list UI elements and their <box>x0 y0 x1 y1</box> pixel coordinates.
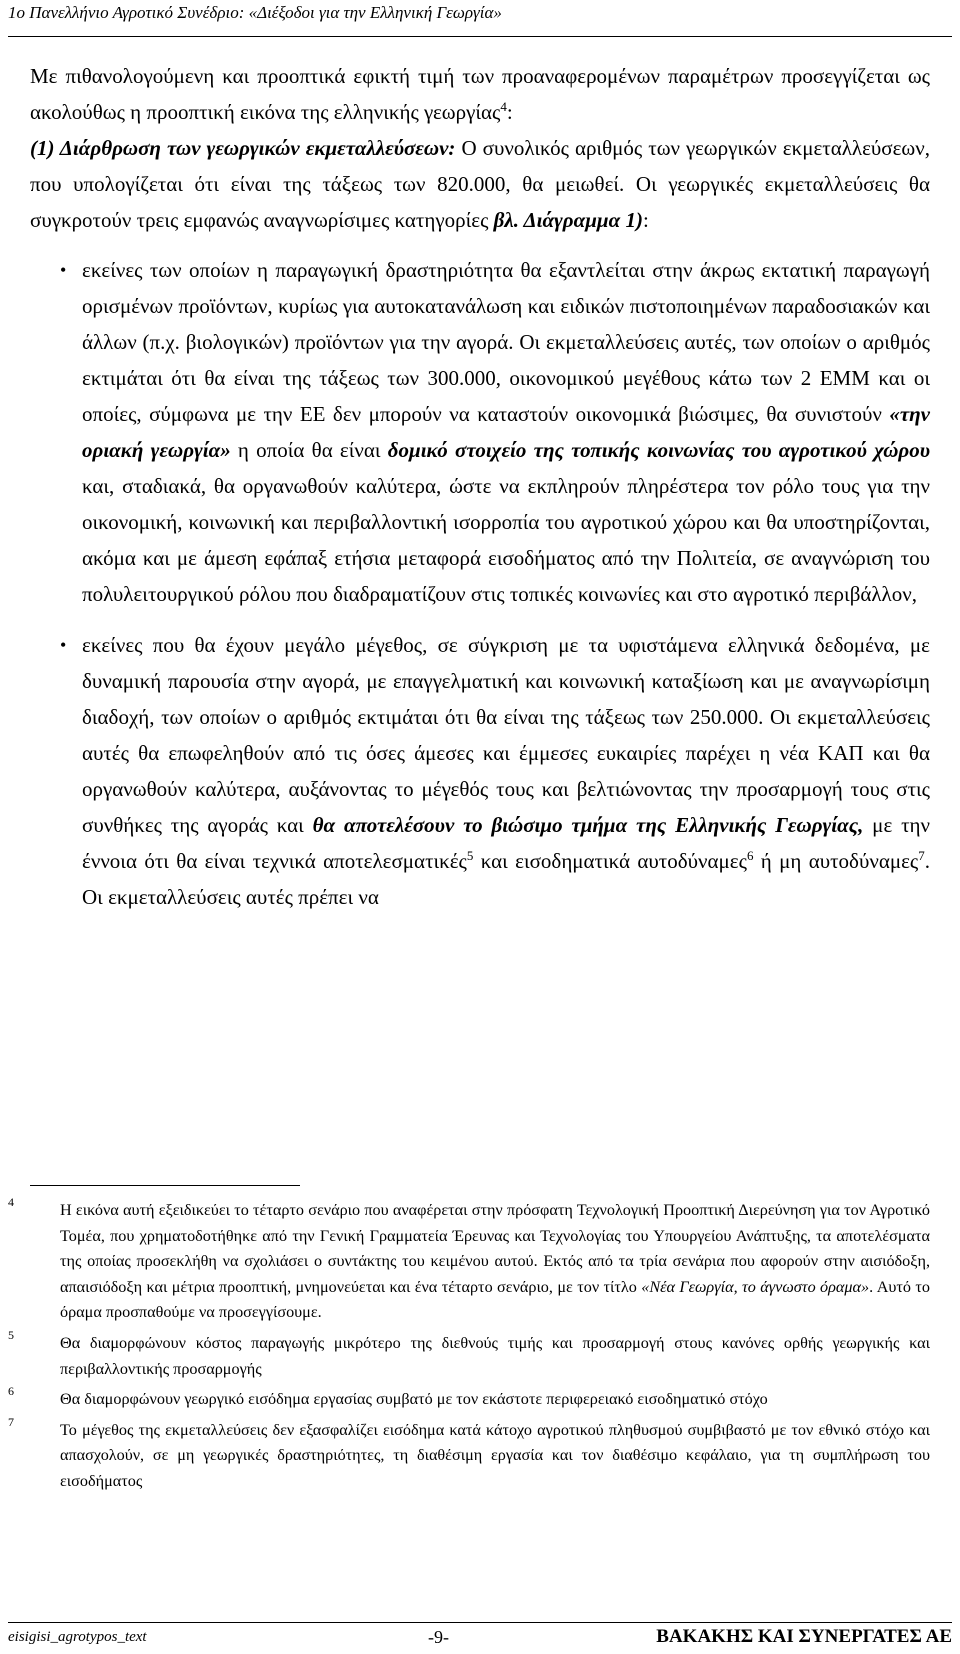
bullet-2-text-5: . Οι εκμεταλλεύσεις αυτές πρέπει να <box>82 849 930 909</box>
diagram-reference: βλ. Διάγραμμα 1) <box>493 208 643 232</box>
bullet-2-text-2: με την έννοια ότι θα είναι τεχνικά αποτελεσματικές <box>82 813 931 873</box>
section-1-end: : <box>642 208 649 232</box>
page-footer <box>8 1622 952 1653</box>
footnote-4 <box>8 1195 930 1326</box>
section-1-heading: (1) Διάρθρωση των γεωργικών εκμεταλλεύσεων: <box>30 136 456 160</box>
footnote-7 <box>8 1414 930 1495</box>
bullet-2-emphasis: θα αποτελέσουν το βιώσιμο τμήμα της Ελληνικής Γεωργίας, <box>312 813 864 837</box>
bullet-2-text-4: ή μη αυτοδύναμες <box>753 849 919 873</box>
bullet-icon: • <box>60 260 67 280</box>
footnotes <box>8 1195 930 1500</box>
footnote-5-text: Θα διαμορφώνουν κόστος παραγωγής μικρότερο της διεθνούς τιμής και προσαρμογή στους κανόνες ορθής γεωργικής και περιβαλλοντικής προσαρμογής <box>60 1333 930 1378</box>
footnote-5 <box>8 1327 930 1382</box>
footnote-number: 7 <box>8 1414 14 1429</box>
section-1-paragraph <box>30 130 930 238</box>
main-body <box>30 58 930 930</box>
footnote-ref-6[interactable]: 6 <box>746 848 754 863</box>
intro-paragraph <box>30 58 930 130</box>
footnote-ref-7[interactable]: 7 <box>918 848 925 863</box>
bullet-1-text-2: η οποία θα είναι <box>230 438 388 462</box>
bullet-1-text: εκείνες των οποίων η παραγωγική δραστηριότητα θα εξαντλείται στην άκρως εκτατική παραγωγή ορισμένων προϊόντων, κυρίως για αυτοκατανάλωση και ειδικών πιστοποιημένων παραδοσιακών και άλλων (π.χ. βιολογικών) προϊόντων για την αγορά. Οι εκμεταλλεύσεις αυτές, των οποίων ο αριθμός εκτιμάται ότι θα είναι της τάξεως των 300.000, οικονομικού μεγέθους κάτω των 2 ΕΜΜ και οι οποίες, σύμφωνα με την ΕΕ δεν μπορούν να καταστούν οικονομικά βιώσιμες, θα συνιστούν <box>82 258 930 426</box>
category-list <box>30 252 930 915</box>
bullet-1-text-3: και, σταδιακά, θα οργανωθούν καλύτερα, ώστε να εκπληρούν πληρέστερα τον ρόλο τους για την οικονομική, κοινωνική και περιβαλλοντική ισορροπία του αγροτικού χώρου και θα υποστηρίζονται, ακόμα και με άμεση εφάπαξ ετήσια μεταφορά εισοδήματος από την Πολιτεία, σε αναγνώριση του πολυλειτουργικού ρόλου που διαδραματίζουν στις τοπικές κοινωνίες και στο αγροτικό περιβάλλον, <box>82 474 930 606</box>
footnote-4-end: . Αυτό το όραμα προσπαθούμε να προσεγγίσουμε. <box>60 1277 930 1322</box>
bullet-icon: • <box>60 635 67 655</box>
footnote-4-text: Η εικόνα αυτή εξειδικεύει το τέταρτο σενάριο που αναφέρεται στην πρόσφατη Τεχνολογική Προοπτική Διερεύνηση για τον Αγροτικό Τομέα, που χρηματοδοτήθηκε από την Γενική Γραμματεία Έρευνας και Τεχνολογίας του Υπουργείου Ανάπτυξης, τα αποτελέσματα της οποίας προσεκλήθη να σχολιάσει ο συντάκτης του κειμένου αυτού. Εκτός από τα τρία σενάρια που αφορούν στην αισιόδοξη, απαισιόδοξη και μέτρια προοπτική, μνημονεύεται και ένα τέταρτο σενάριο, με τον τίτλο <box>60 1201 930 1296</box>
footnote-number: 6 <box>8 1384 14 1399</box>
footnote-6-text: Θα διαμορφώνουν γεωργικό εισόδημα εργασίας συμβατό με τον εκάστοτε περιφερειακό εισοδηματικό στόχο <box>60 1390 768 1409</box>
footnote-number: 5 <box>8 1327 14 1342</box>
footnote-ref-5[interactable]: 5 <box>466 848 474 863</box>
page-number: -9- <box>428 1627 449 1647</box>
footnote-number: 4 <box>8 1195 14 1209</box>
list-item <box>30 252 930 612</box>
bullet-2-text-3: και εισοδηματικά αυτοδύναμες <box>473 849 747 873</box>
intro-text: Με πιθανολογούμενη και προοπτικά εφικτή τιμή των προαναφερομένων παραμέτρων προσεγγίζεται ως ακολούθως η προοπτική εικόνα της ελληνικής γεωργίας <box>30 64 930 124</box>
footnote-ref-4[interactable]: 4 <box>500 99 507 114</box>
footnote-6 <box>8 1384 930 1413</box>
footer-filename: eisigisi_agrotypos_text <box>8 1629 147 1645</box>
footer-company: ΒΑΚΑΚΗΣ ΚΑΙ ΣΥΝΕΡΓΑΤΕΣ ΑΕ <box>656 1626 952 1647</box>
intro-end: : <box>506 100 513 124</box>
header-title: 1ο Πανελλήνιο Αγροτικό Συνέδριο: «Διέξοδοι για την Ελληνική Γεωργία» <box>8 3 502 22</box>
bullet-2-text: εκείνες που θα έχουν μεγάλο μέγεθος, σε σύγκριση με τα υφιστάμενα ελληνικά δεδομένα, με δυναμική παρουσία στην αγορά, με επαγγελματική και κοινωνική καταξίωση και με αναγνωρίσιμη διαδοχή, των οποίων ο αριθμός εκτιμάται ότι θα είναι της τάξεως των 250.000. Οι εκμεταλλεύσεις αυτές θα επωφεληθούν από τις όσες άμεσες και έμμεσες ευκαιρίες παρέχει η νέα ΚΑΠ και θα οργανωθούν καλύτερα, αυξάνοντας το μέγεθός τους και βελτιώνοντας την προσαρμογή τους στις συνθήκες της αγοράς και <box>82 633 930 837</box>
bullet-1-emphasis-2: δομικό στοιχείο της τοπικής κοινωνίας του αγροτικού χώρου <box>387 438 930 462</box>
footnote-4-title: «Νέα Γεωργία, το άγνωστο όραμα» <box>641 1277 870 1296</box>
page-header <box>8 2 952 37</box>
section-1-text: Ο συνολικός αριθμός των γεωργικών εκμεταλλεύσεων, που υπολογίζεται ότι είναι της τάξεως των 820.000, θα μειωθεί. Οι γεωργικές εκμεταλλεύσεις θα συγκροτούν τρεις εμφανώς αναγνωρίσιμες κατηγορίες <box>30 136 930 232</box>
bullet-1-emphasis-1: «την οριακή γεωργία» <box>82 402 930 462</box>
footnote-7-text: Το μέγεθος της εκμεταλλεύσεις δεν εξασφαλίζει εισόδημα κατά κάτοχο αγροτικού πληθυσμού συμβιβαστό με τον εθνικό στόχο και απασχολούν, σε μη γεωργικές δραστηριότητες, τη διαθέσιμη εργασία και τον διαθέσιμο κεφάλαιο, για τη συμπλήρωση του εισοδήματος <box>60 1420 930 1490</box>
footnote-separator <box>30 1185 300 1186</box>
list-item <box>30 627 930 915</box>
